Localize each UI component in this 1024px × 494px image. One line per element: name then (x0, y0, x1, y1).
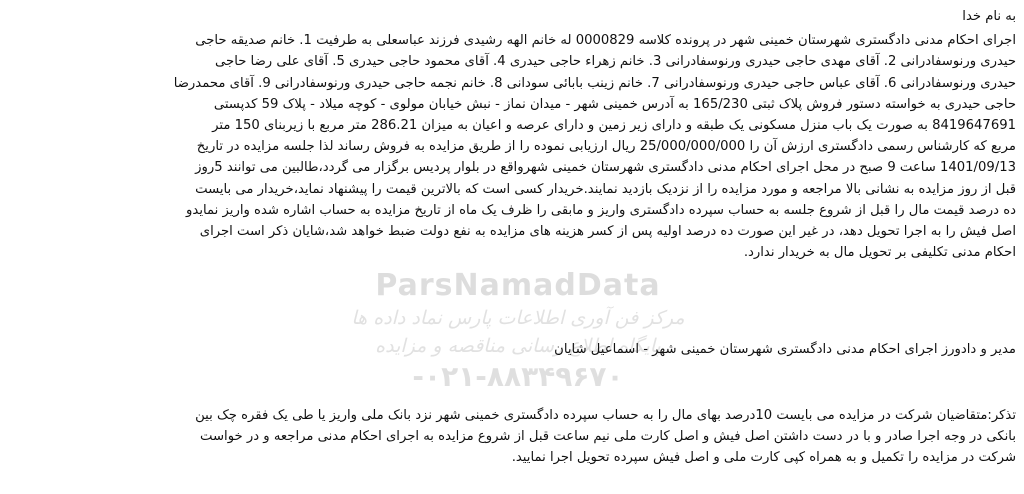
signature-line: مدیر و دادورز اجرای احکام مدنی دادگستری شهرستان خمینی شهر - اسماعیل شایان (554, 342, 1016, 357)
watermark-phone: -۰۲۱-۸۸۳۴۹۶۷۰ (412, 360, 624, 393)
text-line: حیدری ورنوسفادرانی 6. آقای عباس حاجی حیدری ورنوسفادرانی 7. خانم زینب بابائی سودانی 8. خانم نجمه حاجی حیدری ورنوسفادرانی 9. آقای محمدرضا (173, 75, 1016, 91)
text-line: احکام مدنی تکلیفی بر تحویل مال به خریدار ندارد. (743, 245, 1016, 261)
text-line: مربع که کارشناس رسمی دادگستری ارزش آن را 25/000/000/000 ریال ارزیابی نموده را از طریق مزایده به فروش رساند لذا جلسه مزایده در تاریخ (196, 139, 1016, 155)
text-line: ده درصد قیمت مال را قبل از شروع جلسه به حساب سپرده دادگستری واریز و مابقی را ظرف یک ماه از تاریخ مزایده به حساب اشاره شده واریز نمایدو (186, 202, 1016, 218)
notice-line: بانکی در وجه اجرا صادر و با در دست داشتن اصل فیش و اصل کارت ملی نیم ساعت قبل از شروع مزایده به اجرای احکام مدنی مراجعه و در خواست (200, 429, 1016, 445)
auction-announcement-text (8, 30, 1016, 263)
watermark-brand: ParsNamadData (375, 268, 661, 303)
text-line: اجرای احکام مدنی دادگستری شهرستان خمینی شهر در پرونده کلاسه 0000829 له خانم الهه رشیدی فرزند عباسعلی به طرفیت 1. خانم صدیقه حاجی (195, 33, 1016, 49)
text-line: حیدری ورنوسفادرانی 2. آقای مهدی حاجی حیدری ورنوسفادرانی 3. خانم زهراء حاجی حیدری 4. آقای محمود حاجی حیدری 5. آقای علی رضا حاجی (215, 54, 1016, 70)
text-line: حاجی حیدری به خواسته دستور فروش پلاک ثبتی 165/230 به آدرس خمینی شهر - میدان نماز - نبش خیابان مولوی - کوچه میلاد - پلاک 59 کدپستی (213, 96, 1016, 112)
watermark (338, 268, 698, 394)
text-line: قبل از روز مزایده به نشانی بالا مراجعه و مورد مزایده را از نزدیک بازدید نمایند.خریدار کسی است که بالاترین قیمت را پیشنهاد نماید،خریدار می بایست (195, 181, 1016, 197)
watermark-line2: پایگاه اطلاع رسانی مناقصه و مزایده (375, 335, 661, 357)
notice-text (8, 405, 1016, 469)
notice-line: تذکر:متقاضیان شرکت در مزایده می بایست 10درصد بهای مال را به حساب سپرده دادگستری خمینی شهر نزد بانک ملی واریز یا طی یک فقره چک بین (195, 408, 1016, 423)
document-heading: به نام خدا (962, 9, 1016, 24)
document-body (8, 6, 1016, 263)
text-line: 8419647691 به صورت یک باب منزل مسکونی یک طبقه و دارای زیر زمین و دارای عرصه و اعیان به میزان 286.21 متر مربع با زیربنای 150 متر (212, 117, 1016, 133)
text-line: 1401/09/13 ساعت 9 صبح در محل اجرای احکام مدنی دادگستری شهرستان خمینی شهرواقع در بلوار پردیس برگزار می گردد،طالبین می توانند 5روز (195, 160, 1016, 176)
watermark-line1: مرکز فن آوری اطلاعات پارس نماد داده ها (351, 307, 685, 329)
notice-line: شرکت در مزایده را تکمیل و به همراه کپی کارت ملی و اصل فیش سپرده تحویل اجرا نمایید. (511, 450, 1016, 466)
text-line: اصل فیش را به اجرا تحویل دهد، در غیر این صورت ده درصد اولیه پس از کسر هزینه های مزایده به نفع دولت ضبط خواهد شد،شایان ذکر است اجرای (199, 223, 1016, 239)
